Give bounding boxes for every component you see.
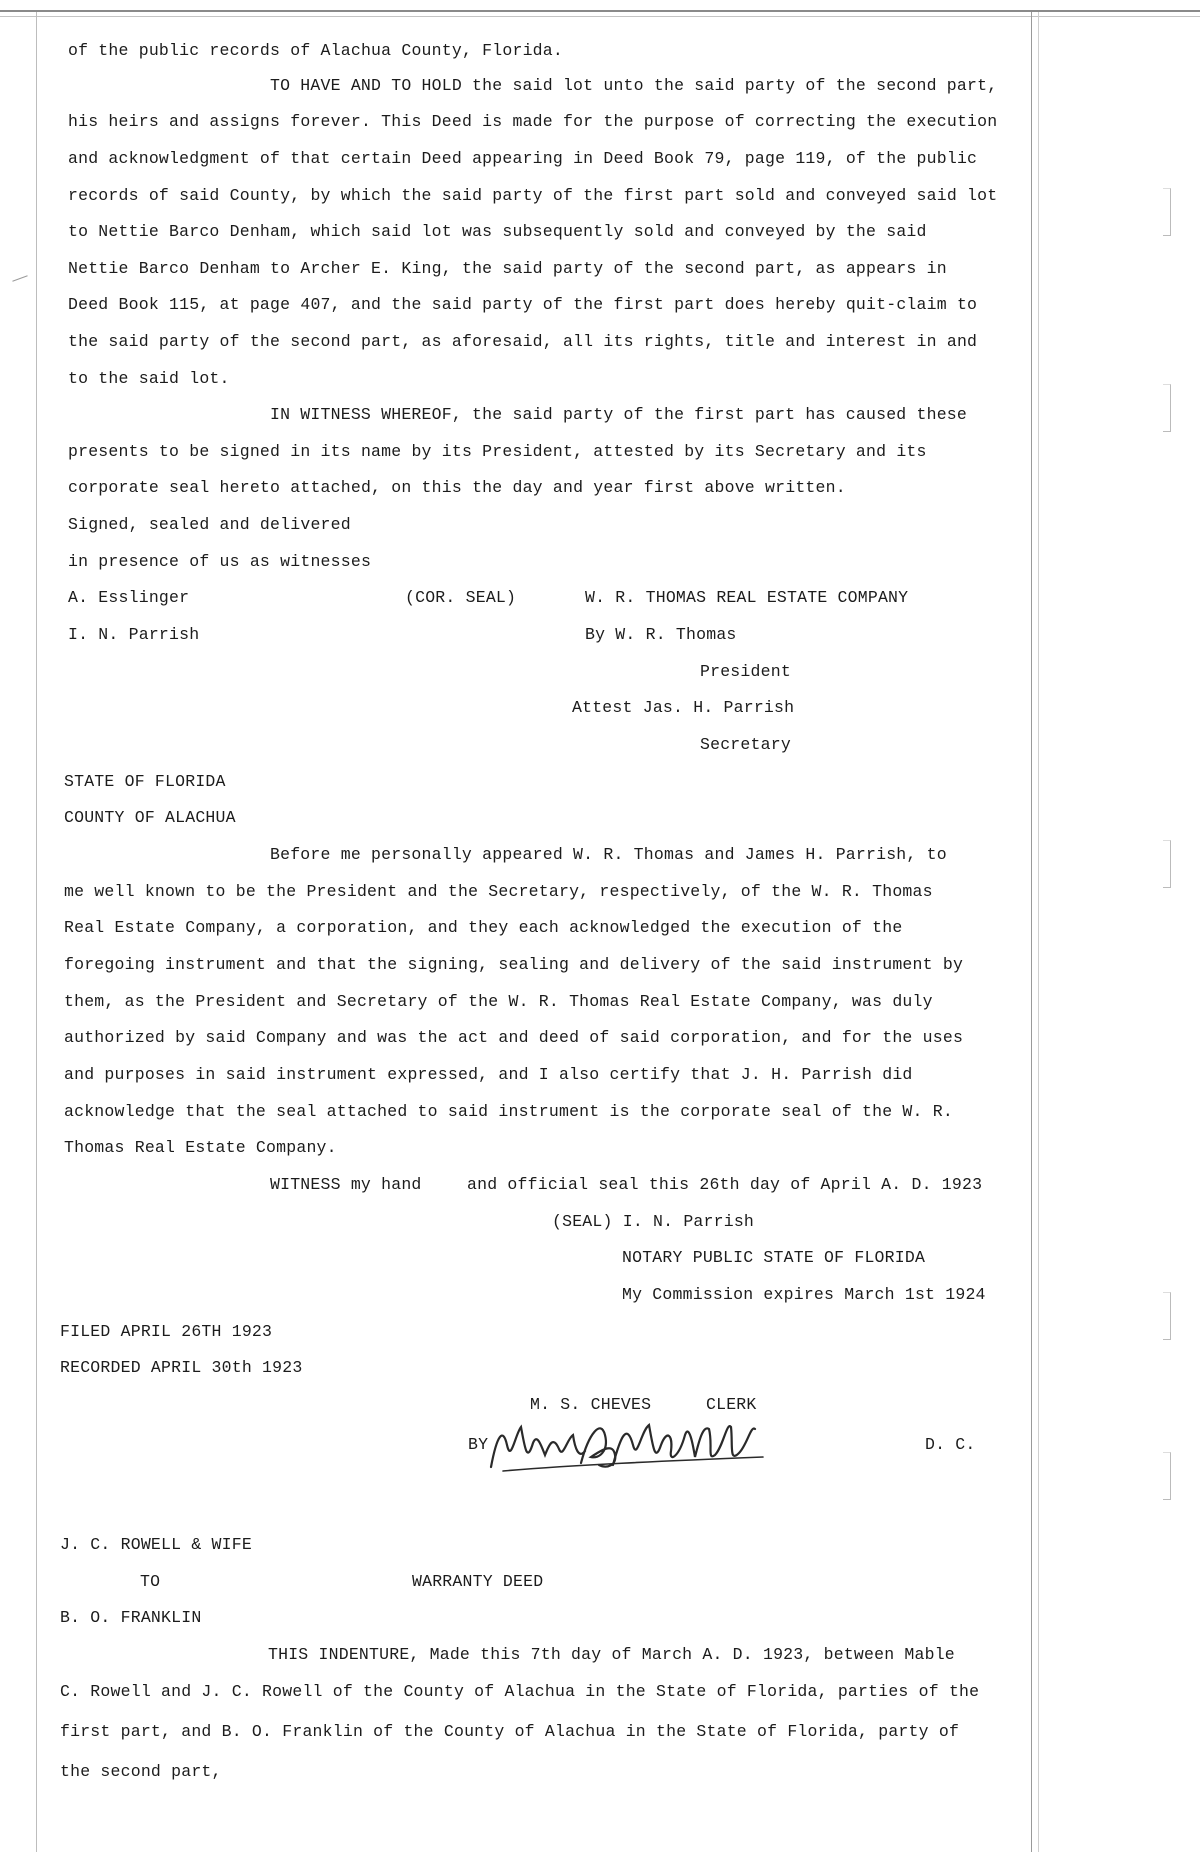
text-line: them, as the President and Secretary of the W. R. Thomas Real Estate Company, was duly [64,992,933,1011]
text-line: his heirs and assigns forever. This Deed is made for the purpose of correcting the execution [68,112,998,131]
handwritten-signature-icon [463,1405,783,1485]
text-line: NOTARY PUBLIC STATE OF FLORIDA [622,1248,926,1267]
text-line: first part, and B. O. Franklin of the County of Alachua in the State of Florida, party of [60,1722,960,1741]
right-margin-rule-inner [1038,12,1039,1852]
text-line: and official seal this 26th day of April A. D. 1923 [467,1175,983,1194]
text-line: RECORDED APRIL 30th 1923 [60,1358,303,1377]
text-line: in presence of us as witnesses [68,552,372,571]
text-line: IN WITNESS WHEREOF, the said party of the first part has caused these [270,405,968,424]
binding-mark [1163,384,1171,432]
left-margin-rule [36,12,37,1852]
text-line: (SEAL) I. N. Parrish [552,1212,755,1231]
text-line: THIS INDENTURE, Made this 7th day of March A. D. 1923, between Mable [268,1645,955,1664]
text-line: Deed Book 115, at page 407, and the said party of the first part does hereby quit-claim to [68,295,978,314]
text-line: WITNESS my hand [270,1175,422,1194]
text-line: of the public records of Alachua County, Florida. [68,41,563,60]
text-line: presents to be signed in its name by its President, attested by its Secretary and its [68,442,927,461]
text-line: acknowledge that the seal attached to said instrument is the corporate seal of the W. R. [64,1102,953,1121]
text-line: By W. R. Thomas [585,625,737,644]
text-line: Attest Jas. H. Parrish [572,698,795,717]
text-line: and purposes in said instrument expressed, and I also certify that J. H. Parrish did [64,1065,913,1084]
binding-mark [1163,1292,1171,1340]
text-line: CLERK [706,1395,757,1414]
binding-mark [1163,1452,1171,1500]
text-line: A. Esslinger [68,588,190,607]
clerk-signature [463,1405,783,1485]
text-line: and acknowledgment of that certain Deed appearing in Deed Book 79, page 119, of the public [68,149,978,168]
text-line: Before me personally appeared W. R. Thomas and James H. Parrish, to [270,845,947,864]
text-line: BY [468,1435,489,1454]
text-line: corporate seal hereto attached, on this the day and year first above written. [68,478,846,497]
text-line: records of said County, by which the said party of the first part sold and conveyed said lot [68,186,998,205]
text-line: the said party of the second part, as aforesaid, all its rights, title and interest in and [68,332,978,351]
text-line: I. N. Parrish [68,625,200,644]
text-line: President [700,662,791,681]
text-line: to Nettie Barco Denham, which said lot was subsequently sold and conveyed by the said [68,222,927,241]
text-line: to the said lot. [68,369,230,388]
top-border-rule [0,10,1200,12]
top-border-rule-inner [0,16,1200,17]
margin-mark [12,275,27,281]
text-line: Secretary [700,735,791,754]
binding-mark [1163,188,1171,236]
text-line: FILED APRIL 26TH 1923 [60,1322,273,1341]
text-line: B. O. FRANKLIN [60,1608,202,1627]
right-margin-rule [1031,12,1032,1852]
text-line: Real Estate Company, a corporation, and they each acknowledged the execution of the [64,918,903,937]
text-line: the second part, [60,1762,222,1781]
text-line: D. C. [925,1435,976,1454]
text-line: Thomas Real Estate Company. [64,1138,337,1157]
text-line: foregoing instrument and that the signing, sealing and delivery of the said instrument by [64,955,964,974]
text-line: Signed, sealed and delivered [68,515,351,534]
text-line: TO [140,1572,161,1591]
text-line: My Commission expires March 1st 1924 [622,1285,986,1304]
text-line: M. S. CHEVES [530,1395,652,1414]
binding-mark [1163,840,1171,888]
text-line: TO HAVE AND TO HOLD the said lot unto the said party of the second part, [270,76,998,95]
text-line: COUNTY OF ALACHUA [64,808,236,827]
text-line: J. C. ROWELL & WIFE [60,1535,252,1554]
text-line: WARRANTY DEED [412,1572,544,1591]
text-line: W. R. THOMAS REAL ESTATE COMPANY [585,588,909,607]
text-line: me well known to be the President and the Secretary, respectively, of the W. R. Thomas [64,882,933,901]
text-line: authorized by said Company and was the act and deed of said corporation, and for the uses [64,1028,964,1047]
text-line: Nettie Barco Denham to Archer E. King, the said party of the second part, as appears in [68,259,947,278]
text-line: C. Rowell and J. C. Rowell of the County of Alachua in the State of Florida, parties of the [60,1682,980,1701]
text-line: STATE OF FLORIDA [64,772,226,791]
text-line: (COR. SEAL) [405,588,517,607]
